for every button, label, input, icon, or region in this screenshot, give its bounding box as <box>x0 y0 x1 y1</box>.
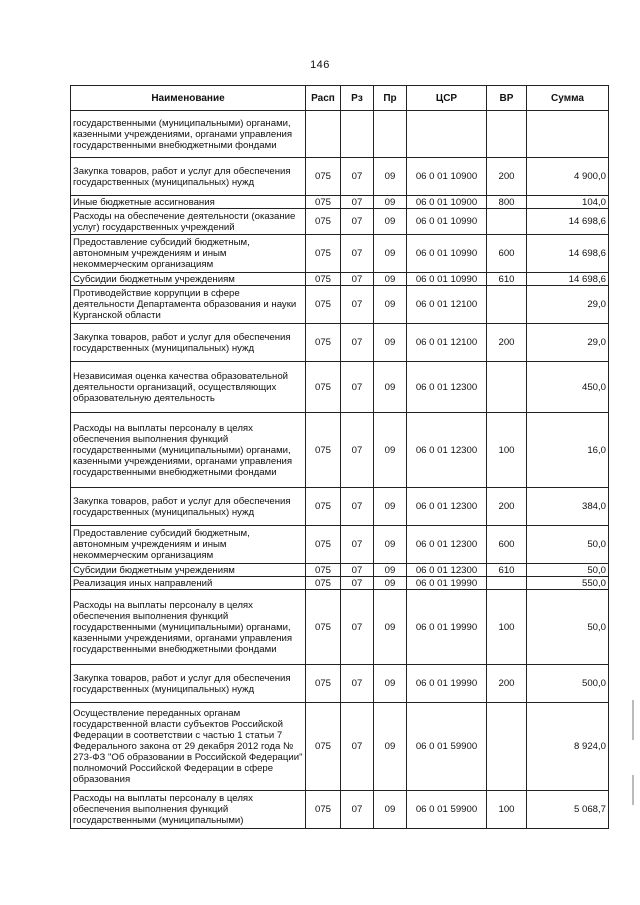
cell-name: Реализация иных направлений <box>71 577 306 590</box>
cell-name: Субсидии бюджетным учреждениям <box>71 564 306 577</box>
cell-sum <box>527 111 609 158</box>
cell-sum: 50,0 <box>527 526 609 564</box>
cell-name: Иные бюджетные ассигнования <box>71 196 306 209</box>
cell-sum: 384,0 <box>527 488 609 526</box>
col-header-rasp: Расп <box>306 86 341 111</box>
cell-csr: 06 0 01 19990 <box>407 590 487 665</box>
cell-csr: 06 0 01 12300 <box>407 564 487 577</box>
cell-pr: 09 <box>374 158 407 196</box>
cell-csr: 06 0 01 12300 <box>407 413 487 488</box>
budget-table <box>70 85 609 829</box>
cell-rz: 07 <box>341 235 374 273</box>
cell-vr: 200 <box>487 324 527 362</box>
cell-rasp: 075 <box>306 324 341 362</box>
cell-name: Противодействие коррупции в сфере деятельности Департамента образования и науки Курганской области <box>71 286 306 324</box>
cell-pr: 09 <box>374 665 407 703</box>
cell-csr: 06 0 01 12300 <box>407 488 487 526</box>
cell-sum: 104,0 <box>527 196 609 209</box>
table-row <box>71 158 609 196</box>
cell-name: Закупка товаров, работ и услуг для обеспечения государственных (муниципальных) нужд <box>71 158 306 196</box>
cell-pr: 09 <box>374 577 407 590</box>
cell-csr: 06 0 01 10990 <box>407 273 487 286</box>
page-number: 146 <box>310 59 330 71</box>
cell-rasp: 075 <box>306 703 341 791</box>
cell-rasp: 075 <box>306 564 341 577</box>
cell-name: Закупка товаров, работ и услуг для обеспечения государственных (муниципальных) нужд <box>71 665 306 703</box>
cell-vr <box>487 209 527 235</box>
cell-rz: 07 <box>341 362 374 413</box>
table-row <box>71 273 609 286</box>
cell-csr: 06 0 01 10990 <box>407 209 487 235</box>
cell-sum: 14 698,6 <box>527 273 609 286</box>
cell-vr: 610 <box>487 273 527 286</box>
cell-name: Осуществление переданных органам государственной власти субъектов Российской Федерации в соответствии с частью 1 статьи 7 Федерального закона от 29 декабря 2012 года № 273-ФЗ "Об образовании в Российской Федерации" полномочий Российской Федерации в сфере образования <box>71 703 306 791</box>
cell-sum: 500,0 <box>527 665 609 703</box>
cell-pr: 09 <box>374 488 407 526</box>
cell-name: государственными (муниципальными) органами, казенными учреждениями, органами управления государственными внебюджетными фондами <box>71 111 306 158</box>
cell-csr: 06 0 01 10900 <box>407 196 487 209</box>
table-row <box>71 111 609 158</box>
table-row <box>71 196 609 209</box>
cell-rz: 07 <box>341 665 374 703</box>
cell-vr: 200 <box>487 665 527 703</box>
table-row <box>71 286 609 324</box>
cell-csr: 06 0 01 10900 <box>407 158 487 196</box>
cell-csr: 06 0 01 19990 <box>407 665 487 703</box>
cell-name: Расходы на выплаты персоналу в целях обеспечения выполнения функций государственными (муниципальными) <box>71 791 306 829</box>
cell-csr: 06 0 01 10990 <box>407 235 487 273</box>
cell-name: Закупка товаров, работ и услуг для обеспечения государственных (муниципальных) нужд <box>71 324 306 362</box>
cell-name: Независимая оценка качества образовательной деятельности организаций, осуществляющих образовательную деятельность <box>71 362 306 413</box>
cell-rasp: 075 <box>306 526 341 564</box>
cell-sum: 14 698,6 <box>527 235 609 273</box>
cell-rasp: 075 <box>306 665 341 703</box>
cell-pr: 09 <box>374 286 407 324</box>
cell-csr <box>407 111 487 158</box>
cell-rz: 07 <box>341 564 374 577</box>
cell-sum: 450,0 <box>527 362 609 413</box>
cell-vr: 100 <box>487 413 527 488</box>
cell-rz <box>341 111 374 158</box>
table-row <box>71 362 609 413</box>
cell-rz: 07 <box>341 577 374 590</box>
cell-name: Расходы на обеспечение деятельности (оказание услуг) государственных учреждений <box>71 209 306 235</box>
cell-sum: 14 698,6 <box>527 209 609 235</box>
cell-pr: 09 <box>374 791 407 829</box>
cell-rasp: 075 <box>306 413 341 488</box>
cell-sum: 16,0 <box>527 413 609 488</box>
cell-rasp: 075 <box>306 209 341 235</box>
table-row <box>71 590 609 665</box>
cell-csr: 06 0 01 59900 <box>407 703 487 791</box>
cell-csr: 06 0 01 12100 <box>407 286 487 324</box>
cell-vr: 600 <box>487 526 527 564</box>
cell-vr: 100 <box>487 590 527 665</box>
cell-rz: 07 <box>341 324 374 362</box>
cell-rz: 07 <box>341 590 374 665</box>
cell-csr: 06 0 01 59900 <box>407 791 487 829</box>
table-row <box>71 526 609 564</box>
cell-vr: 800 <box>487 196 527 209</box>
cell-vr: 200 <box>487 488 527 526</box>
cell-rz: 07 <box>341 286 374 324</box>
table-row <box>71 235 609 273</box>
cell-rasp: 075 <box>306 577 341 590</box>
cell-rz: 07 <box>341 209 374 235</box>
cell-pr: 09 <box>374 362 407 413</box>
table-row <box>71 413 609 488</box>
cell-pr: 09 <box>374 324 407 362</box>
cell-name: Предоставление субсидий бюджетным, автономным учреждениям и иным некоммерческим организациям <box>71 526 306 564</box>
table-row <box>71 488 609 526</box>
cell-rasp: 075 <box>306 488 341 526</box>
table-header-row <box>71 86 609 111</box>
cell-csr: 06 0 01 12300 <box>407 526 487 564</box>
table-row <box>71 209 609 235</box>
cell-pr <box>374 111 407 158</box>
scan-edge-mark <box>632 700 634 740</box>
cell-sum: 50,0 <box>527 590 609 665</box>
cell-vr: 100 <box>487 791 527 829</box>
cell-sum: 8 924,0 <box>527 703 609 791</box>
cell-csr: 06 0 01 12100 <box>407 324 487 362</box>
table-row <box>71 703 609 791</box>
col-header-sum: Сумма <box>527 86 609 111</box>
cell-rz: 07 <box>341 488 374 526</box>
cell-rz: 07 <box>341 158 374 196</box>
cell-pr: 09 <box>374 564 407 577</box>
cell-vr <box>487 362 527 413</box>
cell-vr: 610 <box>487 564 527 577</box>
cell-rz: 07 <box>341 413 374 488</box>
table-row <box>71 665 609 703</box>
cell-pr: 09 <box>374 703 407 791</box>
cell-vr: 200 <box>487 158 527 196</box>
cell-sum: 29,0 <box>527 286 609 324</box>
cell-name: Субсидии бюджетным учреждениям <box>71 273 306 286</box>
cell-rasp: 075 <box>306 590 341 665</box>
cell-rz: 07 <box>341 526 374 564</box>
cell-rasp: 075 <box>306 273 341 286</box>
cell-rasp: 075 <box>306 235 341 273</box>
cell-rz: 07 <box>341 703 374 791</box>
cell-pr: 09 <box>374 235 407 273</box>
cell-name: Предоставление субсидий бюджетным, автономным учреждениям и иным некоммерческим организациям <box>71 235 306 273</box>
cell-vr: 600 <box>487 235 527 273</box>
cell-vr <box>487 286 527 324</box>
table-row <box>71 577 609 590</box>
cell-pr: 09 <box>374 196 407 209</box>
table-row <box>71 791 609 829</box>
col-header-pr: Пр <box>374 86 407 111</box>
cell-rasp <box>306 111 341 158</box>
cell-csr: 06 0 01 19990 <box>407 577 487 590</box>
col-header-csr: ЦСР <box>407 86 487 111</box>
cell-rasp: 075 <box>306 362 341 413</box>
cell-sum: 29,0 <box>527 324 609 362</box>
cell-rasp: 075 <box>306 196 341 209</box>
scan-edge-mark <box>632 775 634 805</box>
cell-name: Расходы на выплаты персоналу в целях обеспечения выполнения функций государственными (муниципальными) органами, казенными учреждениями, органами управления государственными внебюджетными фондами <box>71 413 306 488</box>
cell-pr: 09 <box>374 273 407 286</box>
cell-pr: 09 <box>374 526 407 564</box>
cell-sum: 550,0 <box>527 577 609 590</box>
cell-pr: 09 <box>374 209 407 235</box>
cell-sum: 4 900,0 <box>527 158 609 196</box>
col-header-name: Наименование <box>71 86 306 111</box>
cell-vr <box>487 111 527 158</box>
cell-rz: 07 <box>341 196 374 209</box>
cell-vr <box>487 577 527 590</box>
cell-rasp: 075 <box>306 158 341 196</box>
cell-sum: 5 068,7 <box>527 791 609 829</box>
cell-rz: 07 <box>341 273 374 286</box>
cell-rz: 07 <box>341 791 374 829</box>
table-row <box>71 324 609 362</box>
cell-sum: 50,0 <box>527 564 609 577</box>
cell-vr <box>487 703 527 791</box>
cell-rasp: 075 <box>306 286 341 324</box>
cell-name: Расходы на выплаты персоналу в целях обеспечения выполнения функций государственными (муниципальными) органами, казенными учреждениями, органами управления государственными внебюджетными фондами <box>71 590 306 665</box>
cell-pr: 09 <box>374 413 407 488</box>
col-header-rz: Рз <box>341 86 374 111</box>
cell-csr: 06 0 01 12300 <box>407 362 487 413</box>
table-row <box>71 564 609 577</box>
col-header-vr: ВР <box>487 86 527 111</box>
cell-pr: 09 <box>374 590 407 665</box>
cell-rasp: 075 <box>306 791 341 829</box>
cell-name: Закупка товаров, работ и услуг для обеспечения государственных (муниципальных) нужд <box>71 488 306 526</box>
